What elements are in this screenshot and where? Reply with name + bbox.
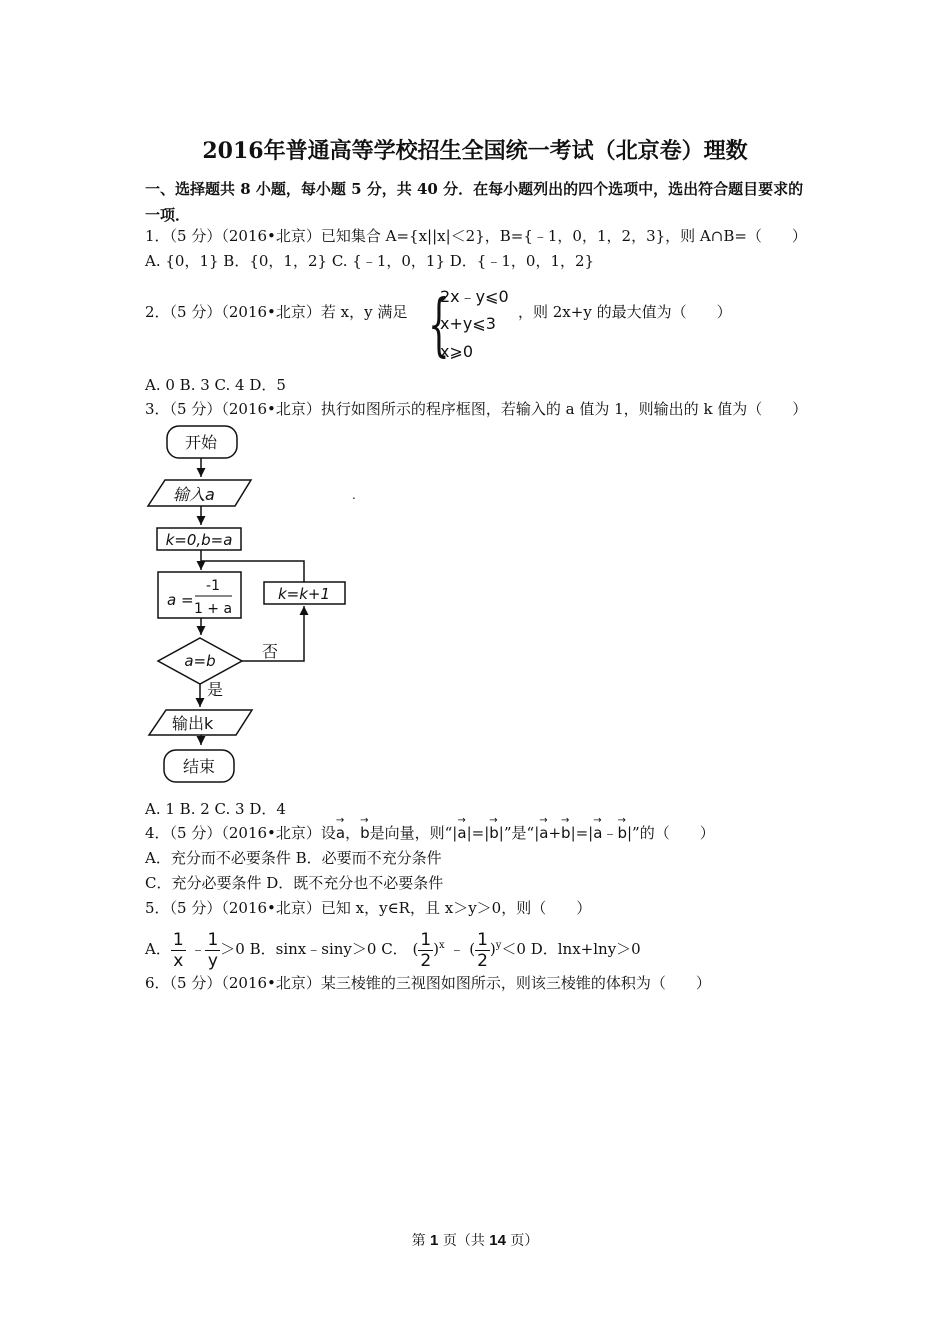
vector-b: → b	[617, 822, 627, 844]
q5-minus: ﹣	[190, 940, 206, 958]
q2-brace: {	[428, 286, 450, 365]
footer-middle: 页（共	[442, 1233, 485, 1249]
q4-plus: +	[548, 824, 562, 842]
vector-b: → b	[360, 822, 370, 844]
fraction-1-over-y: $\frac{1}{y}$	[207, 929, 219, 971]
flow-yes-label: 是	[207, 680, 224, 699]
flow-no-label: 否	[262, 642, 279, 661]
q5-rparen-2: )	[489, 940, 496, 958]
page-footer	[0, 1230, 950, 1250]
q2-prefix: 2．（5 分）（2016•北京）若 x，y 满足	[145, 303, 408, 321]
q5-rparen-1: )	[433, 940, 439, 958]
q4-options-cd: C．充分必要条件 D．既不充分也不必要条件	[145, 874, 444, 892]
vector-a: → a	[539, 822, 548, 844]
page-number: 1	[430, 1232, 439, 1249]
flow-end-label: 结束	[182, 757, 216, 776]
fraction-1-over-2: $\frac{1}{2}$	[477, 929, 488, 971]
q4-options-ab: A．充分而不必要条件 B．必要而不充分条件	[145, 849, 442, 867]
q4-stem	[145, 822, 715, 844]
vector-b: → b	[561, 822, 571, 844]
q6-stem: 6．（5 分）（2016•北京）某三棱锥的三视图如图所示，则该三棱锥的体积为（ ）	[145, 974, 711, 992]
q5-minus-2: ﹣	[449, 940, 465, 958]
footer-prefix: 第	[411, 1233, 426, 1249]
section-heading: 一、选择题共 8 小题，每小题 5 分，共 40 分．在每小题列出的四个选项中，选出符合题目要求的一项．	[145, 180, 804, 224]
q2-constraint-1: 2x﹣y⩽0	[440, 287, 509, 306]
q4-text-5: |=|	[570, 824, 594, 842]
flow-init-label: k=0,b=a	[165, 531, 233, 549]
q5-tail-d: ＜0 D．lnx+lny＞0	[501, 940, 641, 958]
flow-input-label: 输入a	[173, 485, 215, 504]
q4-text-4: |”是“|	[498, 824, 540, 842]
q4-text-1: 4．（5 分）（2016•北京）设	[145, 824, 336, 842]
q4-text-6: |”的（ ）	[627, 824, 715, 842]
total-pages: 14	[489, 1232, 506, 1249]
page-title: 2016年普通高等学校招生全国统一考试（北京卷）理数	[202, 138, 748, 164]
q5-lparen-2: (	[469, 940, 476, 958]
footer-suffix: 页）	[510, 1233, 539, 1249]
q5-exponent-y: y	[495, 940, 502, 951]
q5-exponent-x: x	[439, 940, 445, 951]
q5-options	[145, 925, 641, 971]
q3-stem: 3．（5 分）（2016•北京）执行如图所示的程序框图，若输入的 a 值为 1，则输出的 k 值为（ ）	[145, 400, 808, 418]
q4-text-3: |=|	[466, 824, 490, 842]
q4-text-2: 是向量，则“|	[369, 824, 458, 842]
vector-b: → b	[489, 822, 499, 844]
flow-output-label: 输出k	[172, 714, 214, 733]
flow-assign-lhs: a =	[167, 591, 194, 609]
q5-tail-a-b-c: ＞0 B．sinx﹣siny＞0 C．	[220, 940, 408, 958]
q5-label-a: A．	[145, 940, 171, 958]
flow-assign-denominator: 1 + a	[193, 601, 233, 617]
q4-minus: ﹣	[602, 824, 618, 842]
vector-a: → a	[336, 822, 345, 844]
flowchart	[140, 420, 370, 790]
q2-options: A. 0 B. 3 C. 4 D．5	[145, 376, 286, 394]
fraction-1-over-x: $\frac{1}{x}$	[172, 929, 184, 971]
q4-comma: ，	[345, 824, 361, 842]
flow-assign-numerator: -1	[206, 578, 220, 594]
vector-a: → a	[457, 822, 466, 844]
flow-condition-label: a=b	[184, 652, 216, 670]
q5-stem: 5．（5 分）（2016•北京）已知 x，y∈R，且 x＞y＞0，则（ ）	[145, 899, 592, 917]
fraction-1-over-2: $\frac{1}{2}$	[420, 929, 432, 971]
q2-suffix: ，则 2x+y 的最大值为（ ）	[518, 303, 732, 321]
flow-increment-label: k=k+1	[277, 585, 331, 603]
stray-dot: .	[352, 488, 356, 502]
q3-options: A. 1 B. 2 C. 3 D．4	[145, 800, 286, 818]
flow-start-label: 开始	[184, 433, 218, 452]
q1-options: A. {0，1} B．{0，1，2} C. {﹣1，0，1} D．{﹣1，0，1，2}	[145, 252, 595, 270]
q5-lparen-1: (	[412, 940, 419, 958]
q2-constraint-3: x⩾0	[440, 342, 474, 361]
vector-a: → a	[593, 822, 602, 844]
q1-stem: 1．（5 分）（2016•北京）已知集合 A={x||x|＜2}，B={﹣1，0，1，2，3}，则 A∩B=（ ）	[145, 227, 807, 245]
q2-constraint-2: x+y⩽3	[440, 314, 496, 333]
